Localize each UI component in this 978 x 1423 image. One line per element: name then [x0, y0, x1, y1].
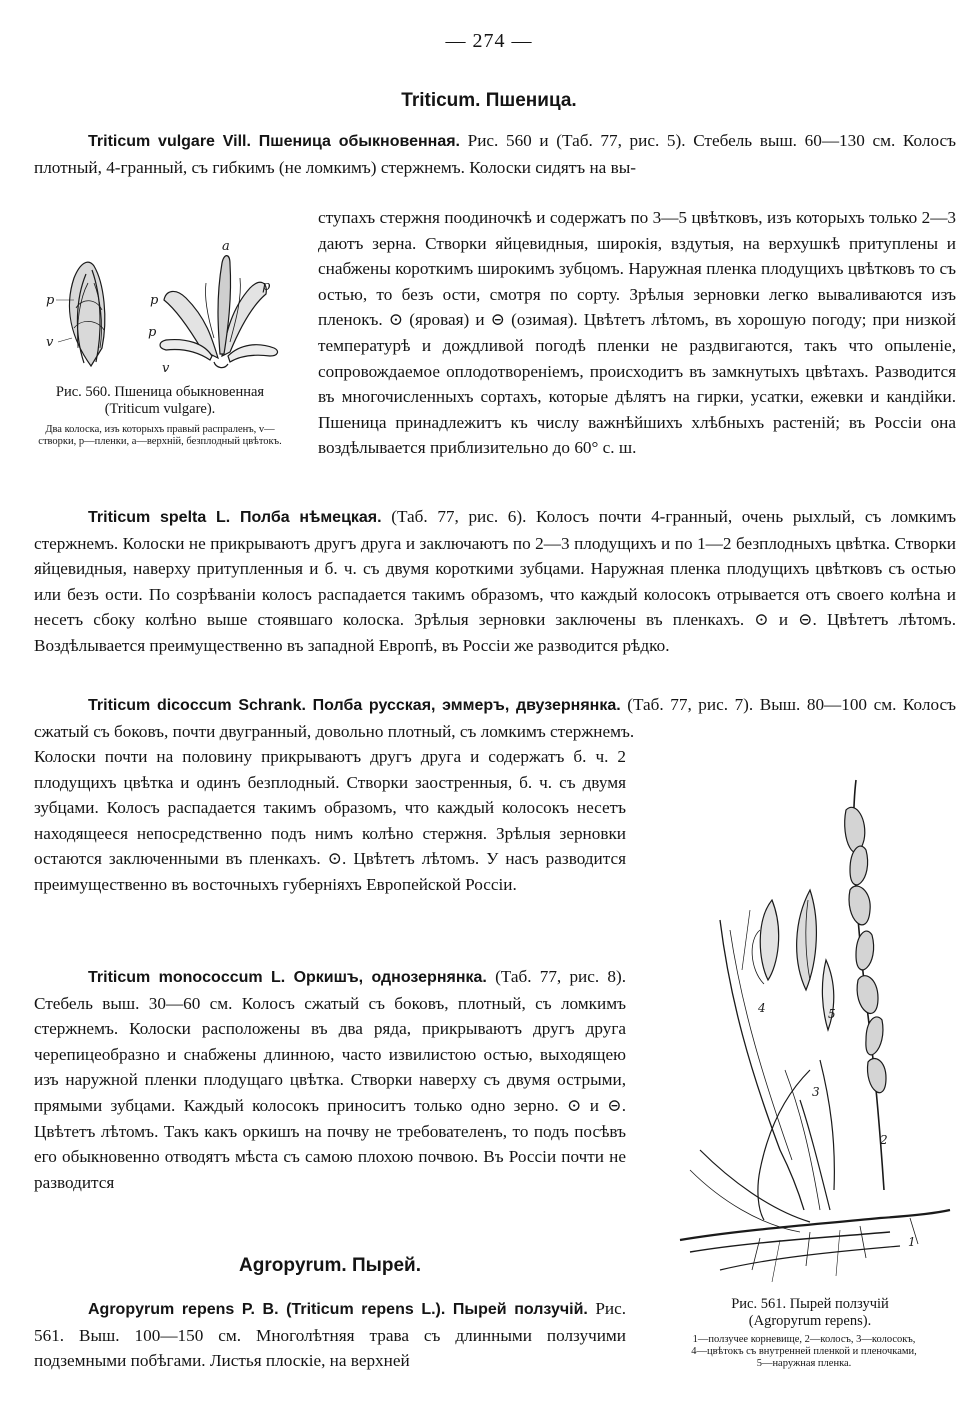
- fig560-label-v: v: [162, 361, 170, 376]
- fig560-label-p: p: [148, 325, 157, 340]
- fig561-caption-note: [644, 1334, 964, 1370]
- species-name-vulgare: Triticum vulgare Vill. Пшеница обыкновенная.: [88, 133, 460, 150]
- fig561-caption-latin: (Agropyrum repens).: [748, 1313, 872, 1329]
- fig561-label-3: 3: [812, 1085, 820, 1099]
- genus-heading-triticum: Triticum. Пшеница.: [401, 90, 577, 111]
- fig560-label-a: a: [222, 239, 230, 254]
- vulgare-lead-text: Рис. 560 и (Таб. 77, рис. 5). Стебель выш. 60—130 см. Колосъ плотный, 4-гранный, съ гибкимъ (не ломкимъ) стержнемъ. Колоски сидятъ на вы-: [34, 131, 956, 177]
- fig560-label-p: p: [262, 279, 271, 294]
- dicoccum-paragraph-side: Колоски почти на половину прикрываютъ другъ друга и содержатъ б. ч. 2 плодущихъ цвѣтка и одинъ безплодный. Створки заостренныя, б. ч. съ двумя зубцами. Колосъ распадается такимъ образомъ, что каждый колосокъ несетъ находящееся непосредственно подъ нимъ колѣно стержня. Зрѣлыя зерновки остаются заключенными въ пленкахъ. ⊙. Цвѣтетъ лѣтомъ. У насъ разводится преимущественно въ восточныхъ губерніяхъ Европейской Россіи.: [34, 747, 626, 894]
- fig561-label-2: 2: [880, 1133, 888, 1147]
- monococcum-text: (Таб. 77, рис. 8). Стебель выш. 30—60 см. Колосъ сжатый съ боковъ, плотный, съ ломкимъ стержнемъ. Колоски расположены въ два ряда, прикрываютъ другъ друга черепицеобразно и снабжены длинною, часто извилистою остью, выходящею изъ наружной пленки плодущаго цвѣтка. Створки наверху съ двумя острыми, прямыми зубцами. Каждый колосокъ приноситъ только одно зерно. ⊙ и ⊝. Цвѣтетъ лѣтомъ. Такъ какъ оркишъ на почву не требователенъ, то подъ посѣвъ его обыкновенно отводятъ мѣста съ самою плохою почвою. Въ Россіи почти не разводится: [34, 967, 627, 1192]
- fig561-caption-title: Рис. 561. Пырей ползучій: [731, 1296, 889, 1312]
- figure-560-wheat-spikelets: [36, 238, 286, 378]
- species-name-dicoccum: Triticum dicoccum Schrank. Полба русская, эммеръ, двузернянка.: [88, 697, 621, 714]
- fig560-caption-title: Рис. 560. Пшеница обыкновенная: [55, 384, 265, 400]
- repens-paragraph: [34, 1296, 626, 1374]
- vulgare-paragraph-lead: [34, 128, 956, 180]
- monococcum-paragraph: [34, 964, 626, 1195]
- fig560-label-p: p: [46, 293, 55, 308]
- fig560-label-v: v: [46, 335, 54, 350]
- repens-text: Рис. 561. Выш. 100—150 см. Многолѣтняя трава съ длинными ползучими подземными побѣгами. Листья плоскіе, на верхней: [34, 1299, 627, 1371]
- figure-561-couch-grass: [660, 770, 960, 1298]
- species-name-repens: Agropyrum repens P. B. (Triticum repens L.). Пырей ползучій.: [88, 1301, 588, 1318]
- dicoccum-paragraph-lead: [34, 692, 956, 744]
- fig560-caption-note: Два колоска, изъ которыхъ правый распраленъ, v—створки, p—пленки, a—верхній, безплодный цвѣтокъ.: [38, 424, 282, 447]
- fig560-caption: [30, 384, 290, 418]
- fig561-caption-note-line: 4—цвѣтокъ съ внутренней пленкой и пленочками,: [691, 1346, 917, 1357]
- species-name-spelta: Triticum spelta L. Полба нѣмецкая.: [88, 509, 382, 526]
- fig561-caption-note-line: 1—ползучее корневище, 2—колосъ, 3—колосокъ,: [692, 1334, 916, 1345]
- fig560-caption-latin: (Triticum vulgare).: [104, 401, 216, 417]
- species-name-monococcum: Triticum monococcum L. Оркишъ, однозернянка.: [88, 969, 487, 986]
- fig561-label-1: 1: [908, 1235, 916, 1249]
- spelta-text: (Таб. 77, рис. 6). Колосъ почти 4-гранный, очень рыхлый, съ ломкимъ стержнемъ. Колоски не прикрываютъ другъ друга и заключаютъ по 2—3 плодущихъ и по 1—2 безплодныхъ цвѣтка. Створки яйцевидныя, наверху притупленныя и б. ч. съ двумя короткими зубцами. Наружная пленка плодущихъ цвѣтковъ съ остью или безъ ости. По созрѣваніи колосъ распадается такимъ образомъ, что каждый колосокъ отрывается отъ своего колѣна и несетъ сбоку колѣно выше стоявшаго колоска. Зрѣлыя зерновки заключены въ пленкахъ. ⊙ и ⊝. Цвѣтетъ лѣтомъ. Воздѣлывается преимущественно въ западной Европѣ, въ Россіи же разводится рѣдко.: [34, 507, 957, 655]
- dicoccum-lead-text: (Таб. 77, рис. 7). Выш. 80—100 см. Колосъ сжатый съ боковъ, почти двугранный, довольно плотный, съ ломкимъ стержнемъ.: [34, 695, 957, 741]
- page-number: — 274 —: [445, 30, 533, 52]
- fig561-label-5: 5: [828, 1007, 836, 1021]
- spelta-paragraph: [34, 504, 956, 659]
- fig561-caption: [680, 1296, 940, 1330]
- fig561-caption-note-line: 5—наружная пленка.: [756, 1358, 852, 1369]
- fig561-label-4: 4: [758, 1001, 766, 1015]
- fig560-label-p: p: [150, 293, 159, 308]
- genus-heading-agropyrum: Agropyrum. Пырей.: [239, 1255, 421, 1276]
- vulgare-paragraph-side: ступахъ стержня поодиночкѣ и содержатъ по 3—5 цвѣтковъ, изъ которыхъ только 2—3 даютъ зерна. Створки яйцевидныя, широкія, вздутыя, на верхушкѣ притуплены и снабжены короткимъ широкимъ зубцомъ. Наружная пленка плодущихъ цвѣтковъ то съ остью, то безъ ости, смотря по сорту. Зрѣлыя зерновки легко вываливаются изъ пленокъ. ⊙ (яровая) и ⊝ (озимая). Цвѣтетъ лѣтомъ, въ хорошую погоду; при низкой температурѣ и дождливой погодѣ пленки не раздвигаются, такъ что опыленіе, сопровождаемое оплодотвореніемъ, происходитъ въ замкнутыхъ цвѣтахъ. Разводится въ многочисленныхъ сортахъ, которые дѣлятъ на гирки, усатки, ежевки и кандійки. Пшеница принадлежитъ къ числу важнѣйшихъ хлѣбныхъ растеній; въ Россіи она воздѣлывается приблизительно до 60° с. ш.: [318, 208, 956, 458]
